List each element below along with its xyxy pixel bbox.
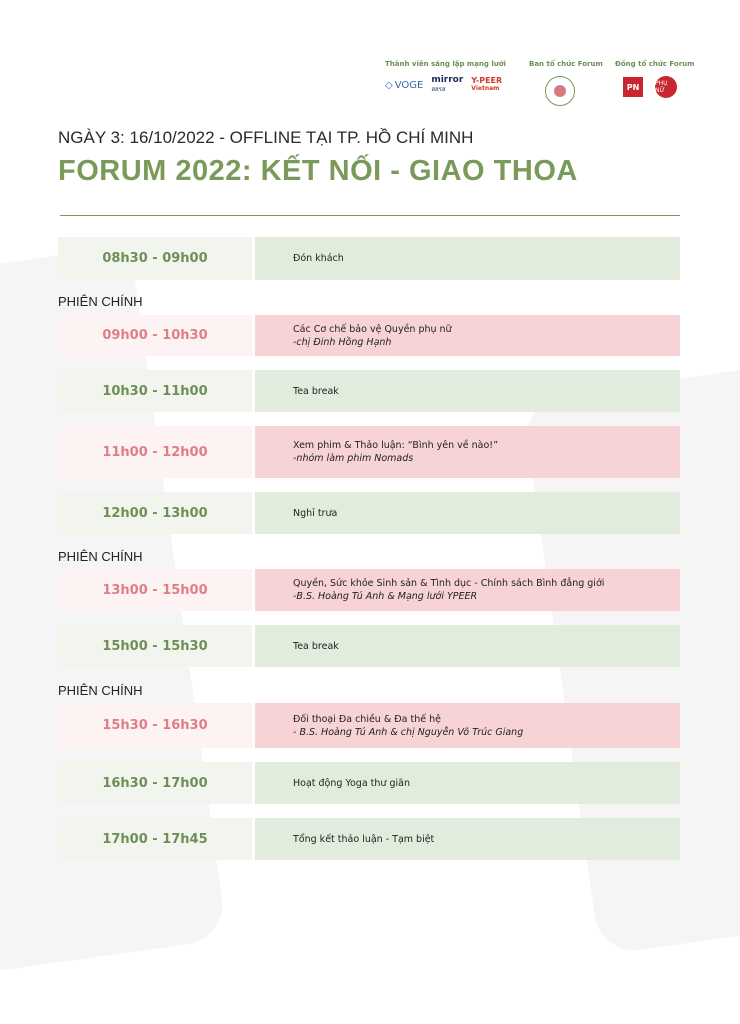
row-time: 08h30 - 09h00 bbox=[58, 237, 252, 280]
row-time: 16h30 - 17h00 bbox=[58, 762, 252, 804]
row-title: Tổng kết thảo luận - Tạm biệt bbox=[293, 833, 435, 845]
schedule-row bbox=[58, 569, 680, 611]
schedule-row bbox=[58, 818, 680, 860]
founders-group bbox=[385, 60, 506, 94]
voge-logo: ◇ VOGE bbox=[385, 79, 424, 91]
section-label: PHIÊN CHÍNH bbox=[58, 683, 143, 698]
row-time: 12h00 - 13h00 bbox=[58, 492, 252, 534]
founders-caption: Thành viên sáng lập mạng lưới bbox=[385, 60, 506, 68]
mirror-logo: mirror สสรส bbox=[431, 75, 464, 93]
pn-logo: PN bbox=[623, 77, 643, 97]
co-organizer-caption: Đồng tổ chức Forum bbox=[615, 60, 695, 68]
circle-logo: PHỤ NỮ bbox=[655, 76, 677, 98]
row-time: 10h30 - 11h00 bbox=[58, 370, 252, 412]
forum-title: FORUM 2022: KẾT NỐI - GIAO THOA bbox=[58, 155, 578, 187]
day-title: NGÀY 3: 16/10/2022 - OFFLINE TẠI TP. HỒ CHÍ MINH bbox=[58, 128, 474, 147]
organizer-group bbox=[529, 60, 603, 106]
schedule-row bbox=[58, 625, 680, 667]
row-time: 11h00 - 12h00 bbox=[58, 426, 252, 478]
schedule-row bbox=[58, 370, 680, 412]
row-time: 17h00 - 17h45 bbox=[58, 818, 252, 860]
schedule-row bbox=[58, 492, 680, 534]
schedule-row bbox=[58, 315, 680, 356]
row-title: Xem phim & Thảo luận: “Bình yên về nào!” bbox=[293, 440, 499, 451]
schedule-row bbox=[58, 703, 680, 748]
ypeer-logo: Y-PEER Vietnam bbox=[471, 76, 503, 92]
row-speaker: - B.S. Hoàng Tú Anh & chị Nguyễn Võ Trúc Giang bbox=[293, 726, 524, 738]
row-title: Hoạt động Yoga thư giãn bbox=[293, 777, 410, 789]
row-title: Đối thoại Đa chiều & Đa thế hệ bbox=[293, 713, 441, 725]
row-time: 09h00 - 10h30 bbox=[58, 315, 252, 356]
row-time: 15h30 - 16h30 bbox=[58, 703, 252, 748]
flower-icon bbox=[554, 85, 566, 97]
title-divider bbox=[60, 215, 680, 216]
partner-logos bbox=[375, 60, 695, 110]
row-title: Quyền, Sức khỏe Sinh sản & Tình dục - Chính sách Bình đẳng giới bbox=[293, 578, 605, 589]
co-organizer-group bbox=[615, 60, 694, 98]
row-time: 15h00 - 15h30 bbox=[58, 625, 252, 667]
row-title: Tea break bbox=[293, 385, 339, 397]
schedule-row bbox=[58, 426, 680, 478]
row-title: Các Cơ chế bảo vệ Quyền phụ nữ bbox=[293, 323, 452, 335]
row-speaker: -chị Đinh Hồng Hạnh bbox=[293, 336, 392, 348]
row-speaker: -B.S. Hoàng Tú Anh & Mạng lưới YPEER bbox=[293, 591, 478, 602]
section-label: PHIÊN CHÍNH bbox=[58, 294, 143, 309]
schedule-row bbox=[58, 237, 680, 280]
row-time: 13h00 - 15h00 bbox=[58, 569, 252, 611]
schedule-row bbox=[58, 762, 680, 804]
organizer-seal-logo bbox=[545, 76, 575, 106]
organizer-caption: Ban tổ chức Forum bbox=[529, 60, 603, 68]
row-speaker: -nhóm làm phim Nomads bbox=[293, 453, 414, 464]
diamond-icon: ◇ bbox=[385, 79, 393, 91]
section-label: PHIÊN CHÍNH bbox=[58, 549, 143, 564]
row-title: Nghỉ trưa bbox=[293, 507, 338, 519]
row-title: Đón khách bbox=[293, 253, 344, 264]
row-title: Tea break bbox=[293, 640, 339, 652]
